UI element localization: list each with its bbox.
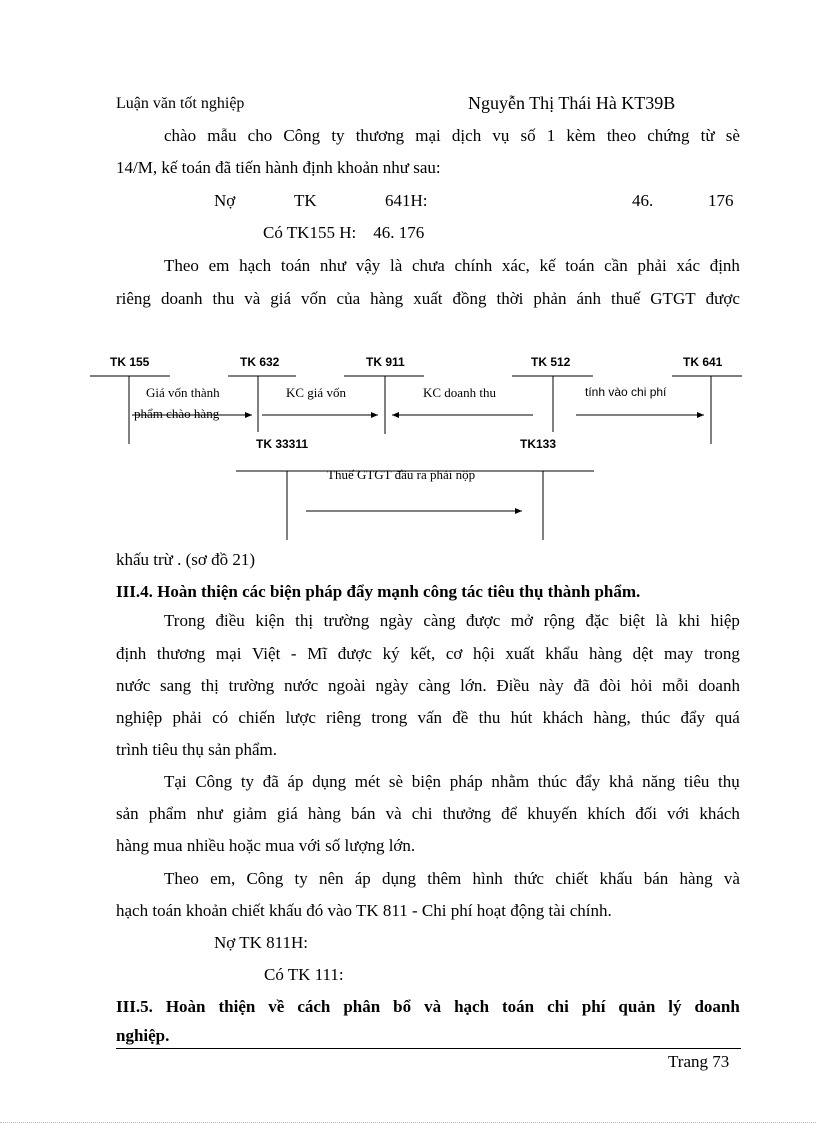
word: đẩy — [575, 772, 601, 791]
word: Hoàn — [165, 997, 206, 1016]
word: về — [268, 997, 285, 1016]
word: pháp — [449, 772, 483, 791]
s34-entry-co: Có TK 111: — [264, 965, 344, 984]
tk155-label: TK 155 — [110, 355, 150, 369]
entry1-tk: TK — [294, 191, 317, 210]
tk632-label: TK 632 — [240, 355, 280, 369]
word: và — [424, 997, 442, 1016]
word: riêng — [326, 708, 362, 727]
word: kiện — [255, 611, 285, 630]
word: như — [196, 804, 223, 823]
word: mẫu — [207, 126, 237, 145]
word: vậy — [355, 256, 381, 275]
word: thương — [355, 126, 405, 145]
word: trường — [228, 676, 275, 695]
word: vốn — [301, 289, 327, 308]
word: trong — [703, 644, 740, 663]
word: càng — [423, 611, 456, 630]
word: Tại — [164, 772, 187, 791]
s34-entry-no: Nợ TK 811H: — [214, 933, 308, 952]
word: thức — [513, 869, 544, 888]
word: hiệp — [710, 611, 740, 630]
word: lược — [285, 708, 316, 727]
word: sè — [725, 126, 740, 145]
word: sản — [116, 804, 139, 823]
word: thu — [478, 708, 501, 727]
word: thu — [212, 289, 235, 308]
word: giá — [270, 289, 292, 308]
word: chứng — [647, 126, 690, 145]
word: rộng — [543, 611, 575, 630]
entry1-account: 641H: — [385, 191, 428, 210]
word: xác — [676, 256, 700, 275]
word: chưa — [411, 256, 445, 275]
word: là — [389, 256, 403, 275]
word: may — [664, 644, 694, 663]
word: bán — [643, 869, 669, 888]
word: Mĩ — [307, 644, 328, 663]
entry1-amount-a: 46. — [632, 191, 654, 210]
word: phản — [533, 289, 567, 308]
s34-p3-last: hạch toán khoản chiết khấu đó vào TK 811 - Chi phí hoạt động tài chính. — [116, 901, 612, 920]
word: năng — [642, 772, 676, 791]
s34-p1-line1 — [164, 611, 740, 631]
word: phải — [637, 256, 667, 275]
section-35-title-line1 — [116, 997, 740, 1017]
word: xuất — [413, 289, 443, 308]
word: ngoài — [327, 676, 366, 695]
entry1-amount-b: 176 — [708, 191, 734, 210]
tk911-label: TK 911 — [366, 355, 405, 369]
word: từ — [700, 126, 715, 145]
word: ty — [240, 772, 255, 791]
word: khấu — [599, 869, 633, 888]
word: khi — [678, 611, 701, 630]
word: lý — [668, 997, 682, 1016]
word: bổ — [393, 997, 412, 1016]
word: phí — [581, 997, 606, 1016]
word: với — [667, 804, 690, 823]
word: biện — [411, 772, 442, 791]
word: ty — [294, 869, 308, 888]
word: đề — [452, 708, 469, 727]
word: hình — [472, 869, 503, 888]
word: giảm — [232, 804, 267, 823]
word: thúc — [640, 708, 671, 727]
word: doanh — [698, 676, 740, 695]
word: cần — [604, 256, 628, 275]
section-35-title-line2: nghiệp. — [116, 1026, 170, 1045]
word: khả — [608, 772, 634, 791]
word: khích — [587, 804, 626, 823]
word: xác, — [501, 256, 530, 275]
word: toán — [565, 256, 595, 275]
word: Theo — [164, 869, 199, 888]
word: ký — [382, 644, 400, 663]
tk641-label: TK 641 — [683, 355, 723, 369]
word: càng — [418, 676, 451, 695]
word: đồng — [452, 289, 487, 308]
word: khách — [699, 804, 740, 823]
word: cho — [247, 126, 273, 145]
word: chiết — [555, 869, 589, 888]
word: thiện — [218, 997, 256, 1016]
word: hút — [510, 708, 533, 727]
word: nghiệp — [116, 708, 163, 727]
word: đã — [262, 772, 279, 791]
word: để — [501, 804, 518, 823]
word: hàng — [679, 869, 713, 888]
s34-p1-line2 — [116, 644, 740, 664]
word: Theo — [164, 256, 199, 275]
word: mỗi — [662, 676, 689, 695]
word: vấn — [417, 708, 443, 727]
entry1-no: Nợ — [214, 191, 236, 210]
word: chính — [454, 256, 493, 275]
word: mét — [354, 772, 381, 791]
word: em — [208, 256, 230, 275]
word: chiến — [238, 708, 276, 727]
word: sang — [160, 676, 192, 695]
s34-p3-line1 — [164, 869, 740, 889]
word: có — [212, 708, 229, 727]
s34-p1-line4 — [116, 708, 740, 728]
word: GTGT — [650, 289, 696, 308]
word: thời — [496, 289, 524, 308]
word: đối — [635, 804, 657, 823]
s34-p2-last: hàng mua nhiều hoặc mua với số lượng lớn. — [116, 836, 416, 855]
word: theo — [606, 126, 637, 145]
word: giá — [276, 804, 298, 823]
word: em, — [210, 869, 236, 888]
word: khẩu — [545, 644, 579, 663]
word: điều — [215, 611, 245, 630]
word: III.5. — [116, 997, 153, 1016]
s34-p1-line3 — [116, 676, 740, 696]
word: quá — [715, 708, 740, 727]
word: và — [723, 869, 740, 888]
word: định — [116, 644, 147, 663]
word: thêm — [427, 869, 462, 888]
word: Công — [246, 869, 284, 888]
word: riêng — [116, 289, 151, 308]
word: như — [319, 256, 347, 275]
word: chào — [164, 126, 197, 145]
word: doanh — [160, 289, 203, 308]
word: đã — [573, 676, 590, 695]
word: nên — [318, 869, 344, 888]
word: lớn. — [460, 676, 487, 695]
word: nước — [116, 676, 151, 695]
word: xuất — [505, 644, 535, 663]
word: thương — [156, 644, 206, 663]
label-thue: Thuế GTGT đầu ra phải nộp — [327, 467, 476, 482]
word: định — [709, 256, 740, 275]
word: thị — [200, 676, 219, 695]
word: Công — [283, 126, 321, 145]
word: được — [705, 289, 740, 308]
word: dụng — [312, 772, 347, 791]
header-left: Luận văn tốt nghiệp — [116, 95, 245, 112]
word: phân — [343, 997, 381, 1016]
section-34-title: III.4. Hoàn thiện các biện pháp đẩy mạnh công tác tiêu thụ thành phẩm. — [116, 582, 641, 601]
word: đặc — [585, 611, 609, 630]
word: áp — [287, 772, 304, 791]
para1-line2: 14/M, kế toán đã tiến hành định khoản như sau: — [116, 158, 441, 177]
word: đẩy — [680, 708, 706, 727]
word: mở — [510, 611, 534, 630]
word: kết, — [410, 644, 436, 663]
word: phẩm — [148, 804, 187, 823]
word: thuế — [611, 289, 641, 308]
s34-p2-line2 — [116, 804, 740, 824]
word: thưởng — [442, 804, 492, 823]
tk512-label: TK 512 — [531, 355, 571, 369]
word: vụ — [492, 126, 510, 145]
header-right: Nguyễn Thị Thái Hà KT39B — [468, 93, 676, 113]
word: dệt — [632, 644, 654, 663]
word: đòi — [599, 676, 621, 695]
word: tiêu — [683, 772, 710, 791]
word: hàng, — [593, 708, 631, 727]
label-giavon-2: phẩm chào hàng — [134, 406, 220, 421]
word: hội — [473, 644, 495, 663]
word: hàng — [588, 644, 622, 663]
word: là — [655, 611, 668, 630]
word: chi — [411, 804, 433, 823]
word: hàng — [370, 289, 404, 308]
word: ty — [331, 126, 345, 145]
entry2: Có TK155 H: 46. 176 — [263, 223, 425, 242]
word: của — [336, 289, 361, 308]
tk133-label: TK133 — [520, 437, 557, 451]
word: - — [290, 644, 297, 663]
word: kế — [539, 256, 556, 275]
diagram-caption: khấu trừ . (sơ đồ 21) — [116, 550, 256, 569]
word: hỏi — [630, 676, 653, 695]
s34-p1-last: trình tiêu thụ sản phẩm. — [116, 740, 278, 759]
word: được — [466, 611, 501, 630]
word: và — [244, 289, 261, 308]
word: mại — [215, 644, 242, 663]
word: bán — [350, 804, 376, 823]
word: ánh — [576, 289, 601, 308]
word: dịch — [451, 126, 482, 145]
word: thụ — [718, 772, 740, 791]
word: chi — [547, 997, 569, 1016]
label-tinhvao: tính vào chi phí — [585, 385, 667, 399]
word: quản — [618, 997, 656, 1016]
word: được — [337, 644, 372, 663]
label-kc-giavon: KC giá vốn — [286, 385, 346, 400]
word: khuyến — [527, 804, 578, 823]
word: biệt — [619, 611, 645, 630]
word: này — [539, 676, 564, 695]
tk33311-label: TK 33311 — [256, 437, 309, 451]
word: áp — [354, 869, 371, 888]
word: Điều — [496, 676, 530, 695]
page-number: Trang 73 — [668, 1052, 730, 1071]
word: Công — [195, 772, 233, 791]
word: toán — [280, 256, 311, 275]
word: Trong — [164, 611, 205, 630]
word: hạch — [239, 256, 272, 275]
word: số — [520, 126, 536, 145]
word: doanh — [694, 997, 740, 1016]
word: cơ — [445, 644, 463, 663]
word: và — [385, 804, 402, 823]
s34-p2-line1 — [164, 772, 740, 792]
word: hàng — [307, 804, 341, 823]
word: thúc — [537, 772, 568, 791]
word: cách — [297, 997, 331, 1016]
word: ngày — [375, 676, 409, 695]
footer-rule — [116, 1048, 741, 1049]
word: phải — [172, 708, 202, 727]
word: kèm — [566, 126, 596, 145]
word: hạch — [454, 997, 490, 1016]
label-kc-doanhthu: KC doanh thu — [423, 385, 496, 400]
word: ngày — [379, 611, 413, 630]
word: trường — [323, 611, 370, 630]
word: khách — [542, 708, 584, 727]
word: mại — [415, 126, 441, 145]
word: trong — [371, 708, 408, 727]
word: nhằm — [491, 772, 530, 791]
word: toán — [502, 997, 535, 1016]
word: dụng — [382, 869, 417, 888]
word: thị — [295, 611, 314, 630]
word: Việt — [252, 644, 281, 663]
word: sè — [388, 772, 404, 791]
label-giavon-1: Giá vốn thành — [146, 385, 220, 400]
word: nước — [283, 676, 319, 695]
word: 1 — [546, 126, 556, 145]
